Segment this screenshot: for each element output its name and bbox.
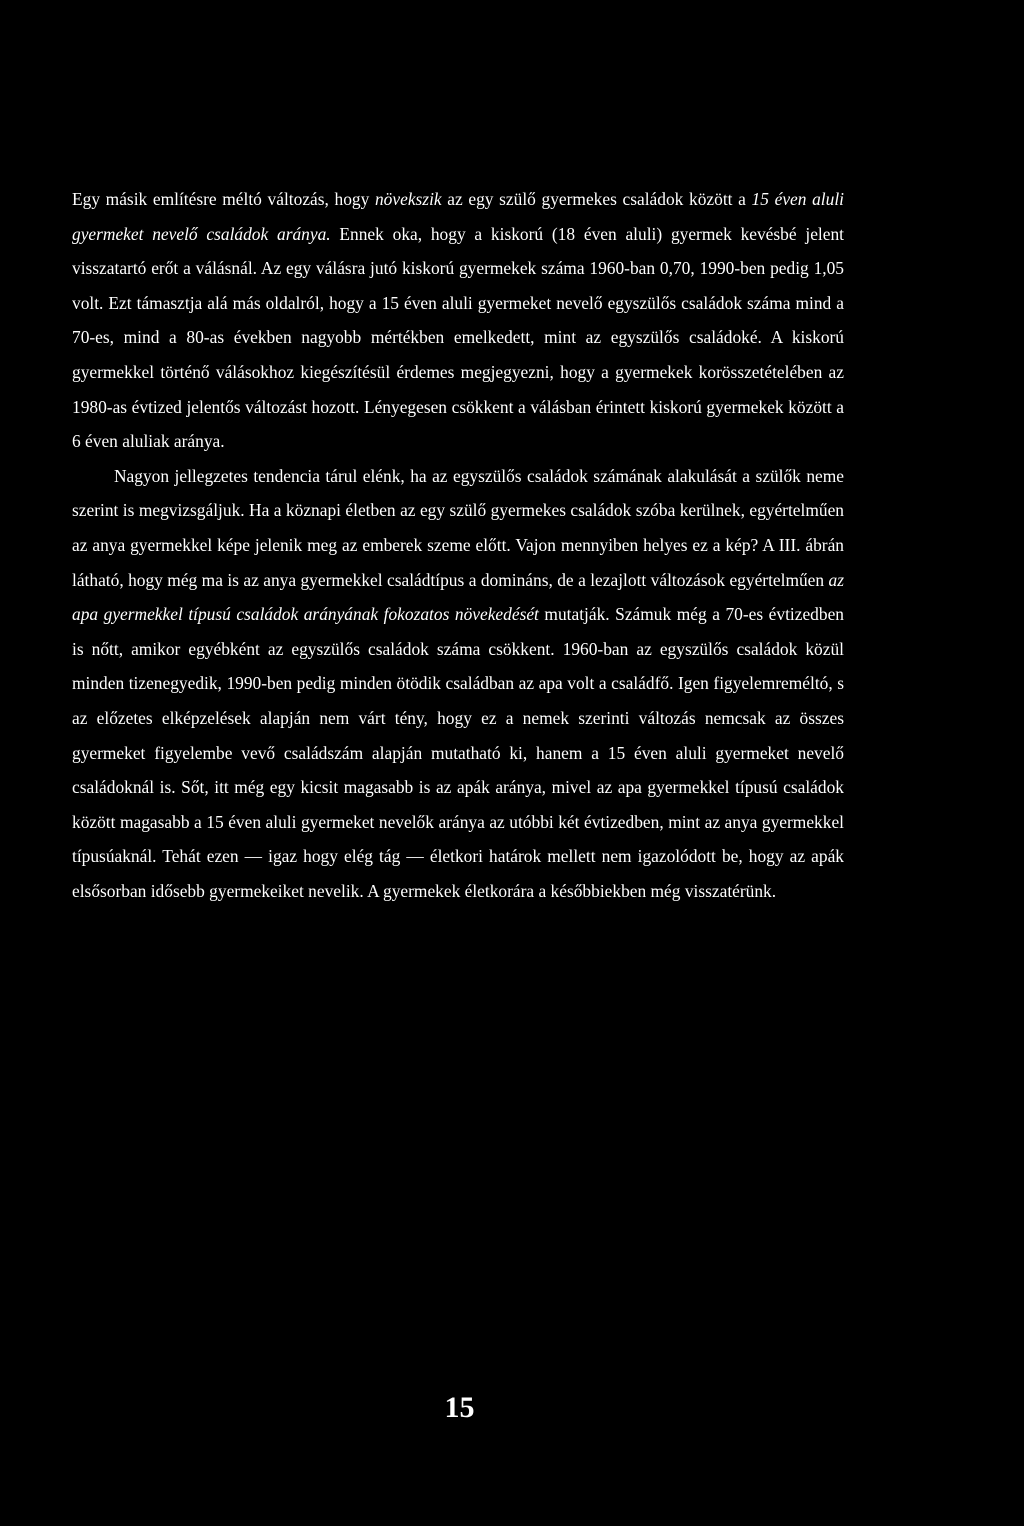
paragraph-1-text-a: Egy másik említésre méltó változás, hogy — [72, 189, 375, 209]
paragraph-1-emphasis-arany: 15 éven aluli gyermeket nevelő családok aránya. — [72, 189, 844, 244]
paragraph-1-emphasis-novekszik: növekszik — [374, 189, 442, 209]
paragraph-1-text-c: az egy szülő gyermekes családok között a — [441, 189, 752, 209]
paragraph-2-text-a: Nagyon jellegzetes tendencia tárul elénk, ha az egyszülős családok számának alakulását a szülők neme szerint is megvizsgáljuk. Ha a köznapi életben az egy szülő gyermekes családok szóba kerülnek, egyértelműen az anya gyermekkel képe jelenik meg az emberek szeme előtt. Vajon mennyiben helyes ez a kép? A III. ábrán látható, hogy még ma is az anya gyermekkel családtípus a domináns, de a lezajlott változások egyértelműen — [72, 465, 844, 590]
paragraph-1-text-e: Ennek oka, hogy a kiskorú (18 éven aluli) gyermek kevésbé jelent visszatartó erőt a válásnál. Az egy válásra jutó kiskorú gyermekek száma 1960-ban 0,70, 1990-ben pedig 1,05 volt. Ezt támasztja alá más oldalról, hogy a 15 éven aluli gyermeket nevelő egyszülős családok száma mind a 70-es, mind a 80-as években nagyobb mértékben emelkedett, mint az egyszülős családoké. A kiskorú gyermekkel történő válásokhoz kiegészítésül érdemes megjegyezni, hogy a gyermekek korösszetételében az 1980-as évtized jelentős változást hozott. Lényegesen csökkent a válásban érintett kiskorú gyermekek között a 6 éven aluliak aránya. — [72, 223, 844, 452]
page-body — [72, 182, 844, 908]
paragraph-2-emphasis-apa-gyermekkel: az apa gyermekkel típusú családok arányának fokozatos növekedését — [72, 569, 844, 625]
paragraph-1 — [72, 182, 844, 459]
paragraph-2 — [72, 459, 844, 909]
paragraph-2-text-c: mutatják. Számuk még a 70-es évtizedben is nőtt, amikor egyébként az egyszülős családok száma csökkent. 1960-ban az egyszülős családok közül minden tizenegyedik, 1990-ben pedig minden ötödik családban az apa volt a családfő. Igen figyelemreméltó, s az előzetes elképzelések alapján nem várt tény, hogy ez a nemek szerinti változás nemcsak az összes gyermeket figyelembe vevő családszám alapján mutatható ki, hanem a 15 éven aluli gyermeket nevelő családoknál is. Sőt, itt még egy kicsit magasabb is az apák aránya, mivel az apa gyermekkel típusú családok között magasabb a 15 éven aluli gyermeket nevelők aránya az utóbbi két évtizedben, mint az anya gyermekkel típusúaknál. Tehát ezen — igaz hogy elég tág — életkori határok mellett nem igazolódott be, hogy az apák elsősorban idősebb gyermekeiket nevelik. A gyermekek életkorára a későbbiekben még visszatérünk. — [72, 604, 844, 901]
page-number: 15 — [444, 1391, 475, 1424]
